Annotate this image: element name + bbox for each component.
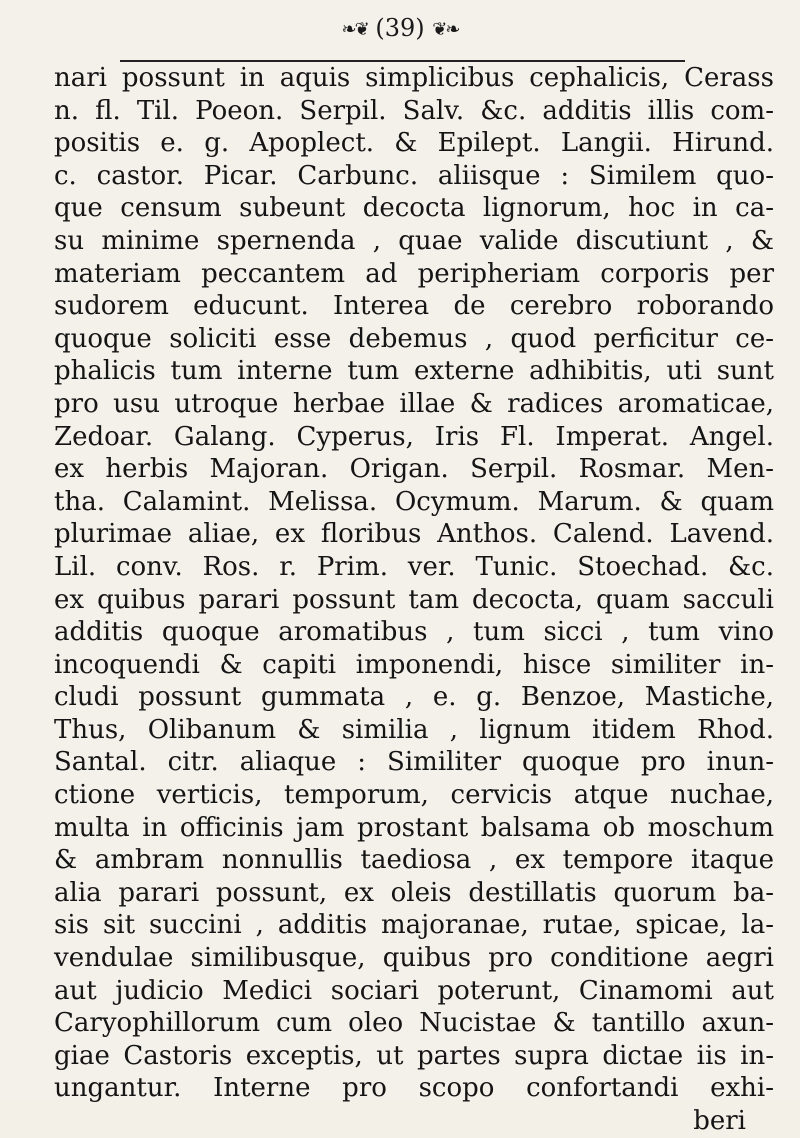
text-line: su minime spernenda , quae valide discutiunt , &: [54, 225, 774, 256]
text-line: ungantur. Interne pro scopo confortandi exhi-: [54, 1073, 774, 1104]
text-line: ctione verticis, temporum, cervicis atque nuchae,: [54, 780, 774, 811]
text-line: ex quibus parari possunt tam decocta, quam sacculi: [54, 584, 774, 615]
text-line: nari possunt in aquis simplicibus cephalicis, Cerass: [54, 63, 774, 93]
text-line: Santal. citr. aliaque : Similiter quoque pro inun-: [54, 747, 774, 778]
text-line: plurimae aliae, ex floribus Anthos. Calend. Lavend.: [54, 519, 774, 550]
text-line: vendulae similibusque, quibus pro conditione aegri: [54, 943, 774, 974]
page-number: (39): [375, 14, 425, 42]
text-line: Zedoar. Galang. Cyperus, Iris Fl. Imperat. Angel.: [54, 421, 774, 452]
text-line: multa in officinis jam prostant balsama ob moschum: [54, 812, 774, 843]
text-line: que censum subeunt decocta lignorum, hoc in ca-: [54, 193, 774, 224]
text-line: cludi possunt gummata , e. g. Benzoe, Mastiche,: [54, 682, 774, 713]
text-line: materiam peccantem ad peripheriam corporis per: [54, 258, 774, 289]
text-line: Lil. conv. Ros. r. Prim. ver. Tunic. Stoechad. &c.: [54, 551, 774, 582]
text-line: additis quoque aromatibus , tum sicci , tum vino: [54, 617, 774, 648]
text-line: phalicis tum interne tum externe adhibitis, uti sunt: [54, 356, 774, 387]
text-line: pro usu utroque herbae illae & radices aromaticae,: [54, 388, 774, 419]
body-text: [54, 62, 774, 1138]
text-line: positis e. g. Apoplect. & Epilept. Langii. Hirund.: [54, 128, 774, 159]
catchword: beri: [693, 1106, 746, 1136]
text-line: sudorem educunt. Interea de cerebro roborando: [54, 291, 774, 322]
text-line: giae Castoris exceptis, ut partes supra dictae iis in-: [54, 1040, 774, 1071]
ornament-right-icon: ❦❧: [432, 19, 459, 40]
page-header: [0, 14, 800, 42]
text-line: Caryophillorum cum oleo Nucistae & tantillo axun-: [54, 1008, 774, 1039]
text-line: quoque soliciti esse debemus , quod perficitur ce-: [54, 323, 774, 354]
text-line: incoquendi & capiti imponendi, hisce similiter in-: [54, 649, 774, 680]
text-line: sis sit succini , additis majoranae, rutae, spicae, la-: [54, 910, 774, 941]
text-line: alia parari possunt, ex oleis destillatis quorum ba-: [54, 877, 774, 908]
text-line: c. castor. Picar. Carbunc. aliisque : Similem quo-: [54, 160, 774, 191]
text-line: ex herbis Majoran. Origan. Serpil. Rosmar. Men-: [54, 454, 774, 485]
text-line: Thus, Olibanum & similia , lignum itidem Rhod.: [54, 714, 774, 745]
text-line: aut judicio Medici sociari poterunt, Cinamomi aut: [54, 975, 774, 1006]
ornament-left-icon: ❧❦: [341, 19, 368, 40]
text-line: tha. Calamint. Melissa. Ocymum. Marum. & quam: [54, 486, 774, 517]
text-line: n. fl. Til. Poeon. Serpil. Salv. &c. additis illis com-: [54, 95, 774, 126]
text-line: & ambram nonnullis taediosa , ex tempore itaque: [54, 845, 774, 876]
